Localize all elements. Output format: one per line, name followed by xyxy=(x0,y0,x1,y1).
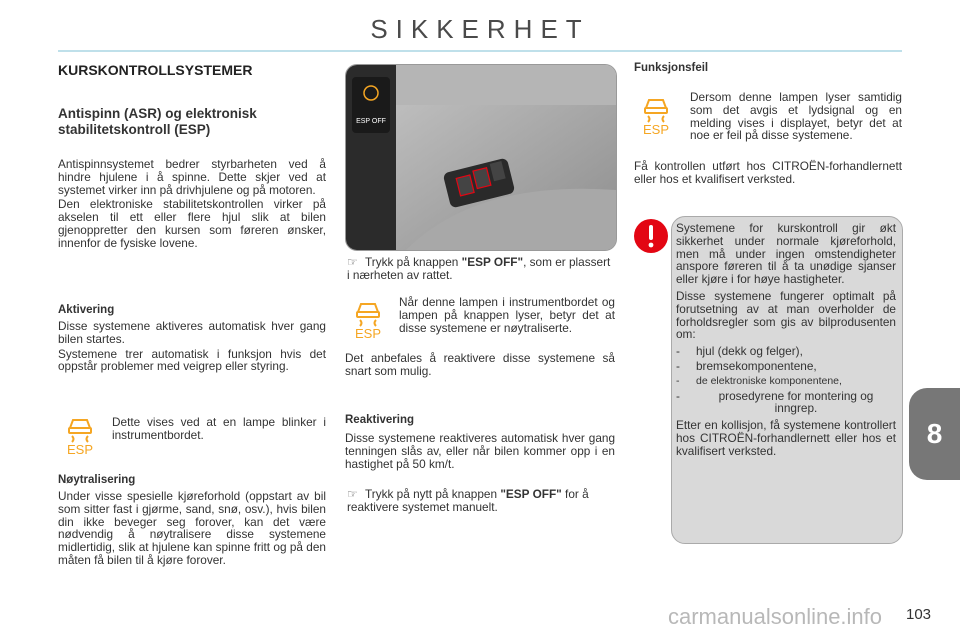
reactivate-instruction xyxy=(347,488,617,514)
press-key: "ESP OFF" xyxy=(461,255,524,269)
hand-pointer-icon: ☞ xyxy=(347,487,358,501)
chapter-tab xyxy=(909,388,960,480)
press-post: , som er plassert i nærheten av rattet. xyxy=(347,255,611,282)
reaktivering-title: Reaktivering xyxy=(345,414,415,426)
esp-icon xyxy=(352,300,384,340)
aktivering-paragraph-2: Systemene trer automatisk i funksjon hvis det oppstår problemer med veigrep eller styring. xyxy=(58,346,326,374)
warning-exclamation-icon xyxy=(633,218,669,254)
intro-block xyxy=(58,158,326,250)
intro-paragraph-2: Den elektroniske stabilitetskontrollen virker på akselen til ett eller flere hjul slik at bilen gjenoppretter den kursen som føreren ønsker, innenfor de fysiske lovene. xyxy=(58,197,326,250)
funksjonsfeil-paragraph-1 xyxy=(690,91,902,142)
warning-content xyxy=(676,222,896,458)
section-title: KURSKONTROLLSYSTEMER xyxy=(58,62,253,78)
noytralisering-paragraph: Under visse spesielle kjøreforhold (oppstart av bil som sitter fast i gjørme, sand, snø, osv.), hvis bilen din ikke beveger seg forover, kan det være nødvendig å nøytralisere disse systemene midlertidig, slik at hjulene kan spinne fritt og på den måten få bilen til å kjøre forover. xyxy=(58,489,326,567)
aktivering-paragraph-1: Disse systemene aktiveres automatisk hver gang bilen startes. xyxy=(58,319,326,346)
photo-esp-off-label: ESP OFF xyxy=(356,118,386,125)
svg-text:ESP: ESP xyxy=(642,122,670,136)
list-item: - bremsekomponentene, xyxy=(676,358,817,373)
aktivering-block xyxy=(58,320,326,373)
intro-paragraph-1: Antispinnsystemet bedrer styrbarheten ved å hindre hjulene i å spinne. Dette skjer ved at systemet virker inn på drivhjulene og på motoren. xyxy=(58,157,326,197)
page-title: SIKKERHET xyxy=(370,14,590,44)
warning-paragraph-2: Disse systemene fungerer optimalt på forutsetning av at man overholder de forholdsregler som gis av bilprodusenten om: xyxy=(676,288,896,342)
funksjonsfeil-paragraph-2: Få kontrollen utført hos CITROËN-forhandlernett eller hos et kvalifisert verksted. xyxy=(634,159,902,186)
esp-lamp-icon-2 xyxy=(352,300,384,345)
react-press-key: "ESP OFF" xyxy=(500,487,562,501)
aktivering-title: Aktivering xyxy=(58,304,115,316)
funksjonsfeil-text-1: Dersom denne lampen lyser samtidig som det avgis et lydsignal og en melding vises i displayet, betyr det at noe er feil på disse systemene. xyxy=(690,90,902,143)
chapter-number: 8 xyxy=(926,418,943,449)
warning-list xyxy=(676,345,896,415)
reaktivering-paragraph: Disse systemene reaktiveres automatisk hver gang tenningen slås av, eller når bilen kommer opp i en hastighet på 50 km/t. xyxy=(345,431,615,471)
watermark: carmanualsonline.info xyxy=(668,604,883,629)
esp-lamp-icon-3 xyxy=(640,96,672,141)
press-instruction xyxy=(347,256,615,282)
header-divider xyxy=(58,50,902,52)
warning-paragraph-1: Systemene for kurskontroll gir økt sikkerhet under normale kjøreforhold, men må under ingen omstendigheter anspore føreren til å ta unødige sjanser eller kjøre i for høye hastigheter. xyxy=(676,221,896,287)
press-pre: Trykk på knappen xyxy=(365,255,462,269)
esp-lamp-icon-1 xyxy=(64,416,96,461)
page-number: 103 xyxy=(906,606,932,623)
list-item: - de elektroniske komponentene, xyxy=(676,374,842,387)
subtitle-line-2: stabilitetskontroll (ESP) xyxy=(58,122,211,137)
esp-button-photo xyxy=(345,64,617,251)
lamp-text-2: Når denne lampen i instrumentbordet og lampen på knappen lyser, betyr det at disse systemene er nøytraliserte. xyxy=(399,295,615,335)
esp-icon xyxy=(64,416,96,456)
advice-text: Det anbefales å reaktivere disse systemene så snart som mulig. xyxy=(345,351,615,378)
svg-text:ESP: ESP xyxy=(354,326,382,340)
dashboard-illustration xyxy=(346,65,616,250)
react-press-post: for å reaktivere systemet manuelt. xyxy=(347,487,589,514)
warning-paragraph-3: Etter en kollisjon, få systemene kontrollert hos CITROËN-forhandlernett eller hos et kvalifisert verksted. xyxy=(676,418,896,458)
list-item: - hjul (dekk og felger), xyxy=(676,344,803,359)
svg-text:ESP: ESP xyxy=(66,442,94,456)
subtitle-line-1: Antispinn (ASR) og elektronisk xyxy=(58,106,257,121)
subtitle xyxy=(58,106,338,138)
noytralisering-title: Nøytralisering xyxy=(58,474,136,486)
hand-pointer-icon: ☞ xyxy=(347,255,358,269)
funksjonsfeil-title: Funksjonsfeil xyxy=(634,62,709,74)
list-item: - prosedyrene for montering og inngrep. xyxy=(676,388,874,416)
lamp-text-1: Dette vises ved at en lampe blinker i instrumentbordet. xyxy=(112,415,326,442)
esp-icon xyxy=(640,96,672,136)
react-press-pre: Trykk på nytt på knappen xyxy=(365,487,501,501)
